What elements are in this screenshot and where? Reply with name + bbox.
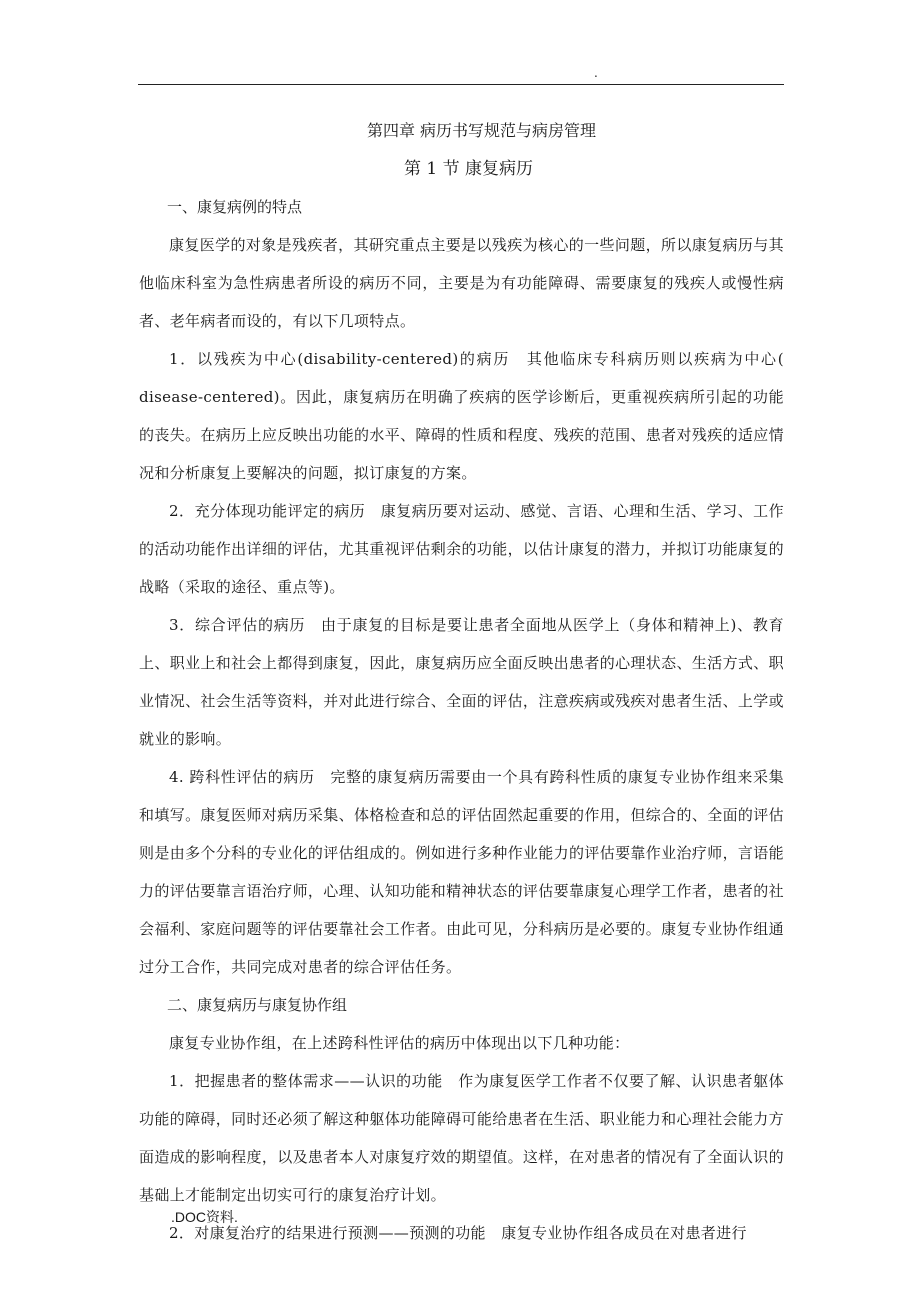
header-rule xyxy=(138,84,784,85)
paragraph-function-2: 2．对康复治疗的结果进行预测——预测的功能 康复专业协作组各成员在对患者进行 xyxy=(169,1224,747,1242)
chapter-title: 第四章 病历书写规范与病房管理 xyxy=(366,121,597,140)
paragraph-intro: 康复医学的对象是残疾者，其研究重点主要是以残疾为核心的一些问题，所以康复病历与其他临床科室为急性病患者所设的病历不同，主要是为有功能障碍、需要康复的残疾人或慢性病者、老年病者而设的，有以下几项特点。 xyxy=(139,236,784,330)
paragraph-feature-4: 4. 跨科性评估的病历 完整的康复病历需要由一个具有跨科性质的康复专业协作组来采集和填写。康复医师对病历采集、体格检查和总的评估固然起重要的作用，但综合的、全面的评估则是由多个分科的专业化的评估组成的。例如进行多种作业能力的评估要靠作业治疗师，言语能力的评估要靠言语治疗师，心理、认知功能和精神状态的评估要靠康复心理学工作者，患者的社会福利、家庭问题等的评估要靠社会工作者。由此可见，分科病历是必要的。康复专业协作组通过分工合作，共同完成对患者的综合评估任务。 xyxy=(139,768,784,976)
paragraph-team-intro: 康复专业协作组，在上述跨科性评估的病历中体现出以下几种功能： xyxy=(169,1034,630,1052)
header-dot: . xyxy=(594,66,598,80)
paragraph-feature-2: 2．充分体现功能评定的病历 康复病历要对运动、感觉、言语、心理和生活、学习、工作的活动功能作出详细的评估，尤其重视评估剩余的功能，以估计康复的潜力，并拟订功能康复的战略（采取的途径、重点等)。 xyxy=(139,502,784,596)
paragraph-feature-3: 3．综合评估的病历 由于康复的目标是要让患者全面地从医学上（身体和精神上)、教育上、职业上和社会上都得到康复，因此，康复病历应全面反映出患者的心理状态、生活方式、职业情况、社会生活等资料，并对此进行综合、全面的评估，注意疾病或残疾对患者生活、上学或就业的影响。 xyxy=(139,616,784,748)
heading-team: 二、康复病历与康复协作组 xyxy=(167,996,348,1014)
footer-note: .DOC资料. xyxy=(171,1209,238,1225)
paragraph-function-1: 1．把握患者的整体需求——认识的功能 作为康复医学工作者不仅要了解、认识患者躯体功能的障碍，同时还必须了解这种躯体功能障碍可能给患者在生活、职业能力和心理社会能力方面造成的影响程度，以及患者本人对康复疗效的期望值。这样，在对患者的情况有了全面认识的基础上才能制定出切实可行的康复治疗计划。 xyxy=(139,1072,784,1204)
heading-features: 一、康复病例的特点 xyxy=(167,198,303,216)
section-title: 第 1 节 康复病历 xyxy=(403,159,534,179)
document-body xyxy=(139,112,784,1252)
paragraph-feature-1: 1．以残疾为中心(disability-centered)的病历 其他临床专科病历则以疾病为中心( disease-centered)。因此，康复病历在明确了疾病的医学诊断后，更重视疾病所引起的功能的丧失。在病历上应反映出功能的水平、障碍的性质和程度、残疾的范围、患者对残疾的适应情况和分析康复上要解决的问题，拟订康复的方案。 xyxy=(139,350,784,482)
